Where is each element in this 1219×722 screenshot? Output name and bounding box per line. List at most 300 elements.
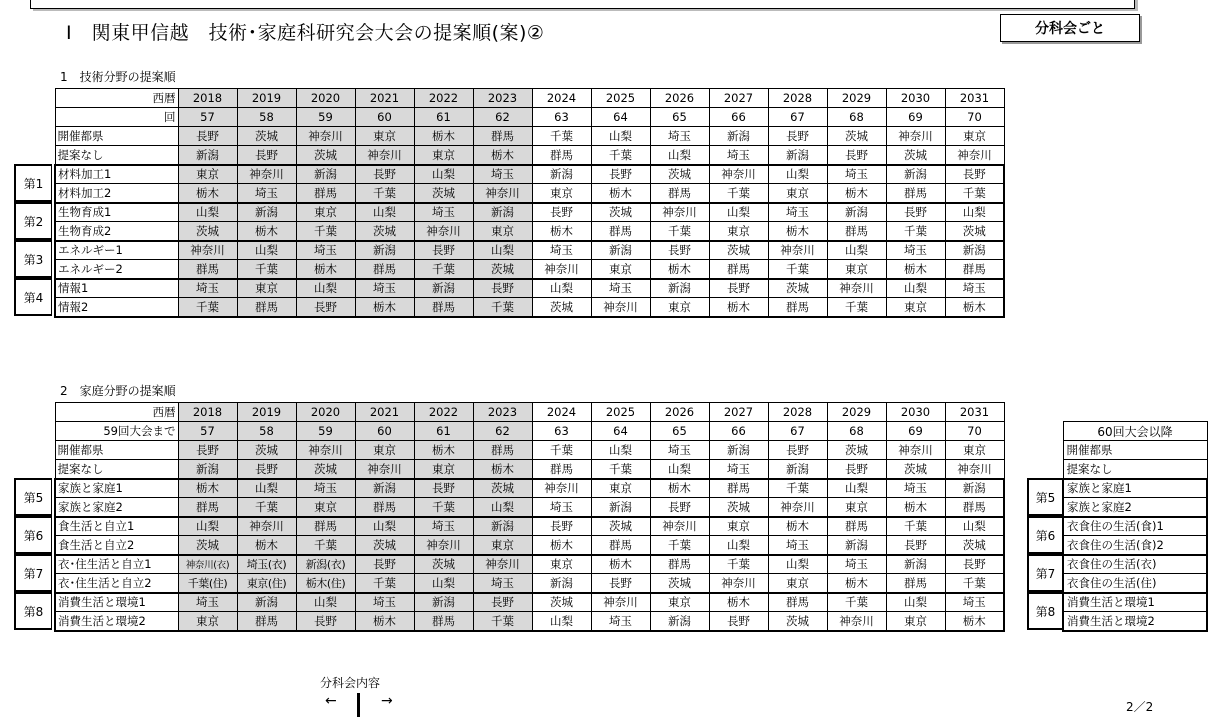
- table-cell: 千葉: [532, 127, 591, 146]
- table-cell: 東京: [709, 222, 768, 241]
- table-cell: 新潟(衣): [296, 555, 355, 574]
- row-label: エネルギー1: [55, 241, 178, 260]
- table-cell: 山梨: [709, 203, 768, 222]
- table-cell: 63: [532, 108, 591, 127]
- side-row-label: 衣食住の生活(住): [1063, 574, 1207, 593]
- table-cell: 群馬: [709, 260, 768, 279]
- table-cell: 2031: [945, 89, 1004, 108]
- group-label: 第1: [14, 164, 52, 202]
- table-cell: 神奈川: [591, 298, 650, 317]
- table-cell: 新潟: [296, 165, 355, 184]
- table-cell: 新潟: [237, 203, 296, 222]
- table-cell: 神奈川: [768, 241, 827, 260]
- table-cell: 茨城: [945, 222, 1004, 241]
- table-cell: 千葉: [237, 498, 296, 517]
- table-cell: 新潟: [532, 165, 591, 184]
- row-label: 生物育成2: [55, 222, 178, 241]
- side-row: [1063, 574, 1207, 593]
- table-cell: 山梨: [650, 146, 709, 165]
- home-economics-table: [54, 402, 1005, 632]
- table-cell: 新潟: [237, 593, 296, 612]
- table-cell: 長野: [827, 460, 886, 479]
- table-cell: 群馬: [237, 612, 296, 631]
- row-label: 西暦: [55, 89, 178, 108]
- table-cell: 東京: [591, 479, 650, 498]
- table-cell: 新潟: [414, 279, 473, 298]
- table-cell: 山梨: [827, 479, 886, 498]
- table-cell: 群馬: [178, 260, 237, 279]
- table-cell: 新潟: [178, 460, 237, 479]
- table-cell: 栃木: [827, 184, 886, 203]
- table-cell: 茨城: [709, 498, 768, 517]
- table-cell: 64: [591, 422, 650, 441]
- table-cell: 2025: [591, 89, 650, 108]
- group-2: [55, 517, 1004, 555]
- table-cell: 埼玉: [178, 593, 237, 612]
- table-cell: 千葉: [532, 441, 591, 460]
- table-cell: 東京(住): [237, 574, 296, 593]
- table-row: [55, 279, 1004, 298]
- table-cell: 東京: [591, 260, 650, 279]
- section-1-title: 1 技術分野の提案順: [60, 70, 176, 84]
- table-cell: 茨城: [473, 479, 532, 498]
- table-cell: 新潟: [709, 441, 768, 460]
- table-cell: 茨城: [768, 279, 827, 298]
- table-cell: 埼玉: [355, 593, 414, 612]
- table-cell: 茨城: [532, 298, 591, 317]
- table-cell: 群馬: [591, 536, 650, 555]
- table-cell: 埼玉: [886, 241, 945, 260]
- table-cell: 2022: [414, 89, 473, 108]
- table-cell: 長野: [768, 127, 827, 146]
- table-cell: 新潟: [768, 460, 827, 479]
- table-cell: 70: [945, 108, 1004, 127]
- group-label: 第2: [14, 202, 52, 240]
- table-cell: 埼玉: [886, 479, 945, 498]
- table-cell: 新潟: [473, 203, 532, 222]
- table-cell: 埼玉: [827, 555, 886, 574]
- table-cell: 栃木: [650, 479, 709, 498]
- table-cell: 神奈川: [296, 127, 355, 146]
- table-cell: 東京: [945, 441, 1004, 460]
- table-row: [55, 555, 1004, 574]
- table-cell: 東京: [768, 574, 827, 593]
- table-cell: 66: [709, 108, 768, 127]
- table-row: [55, 165, 1004, 184]
- table-cell: 栃木(住): [296, 574, 355, 593]
- table-cell: 山梨: [650, 460, 709, 479]
- table-cell: 2020: [296, 403, 355, 422]
- table-cell: 千葉(住): [178, 574, 237, 593]
- table-cell: 山梨: [414, 165, 473, 184]
- table-cell: 埼玉: [768, 536, 827, 555]
- table-cell: 茨城: [591, 203, 650, 222]
- table-cell: 千葉: [768, 479, 827, 498]
- table-cell: 2030: [886, 89, 945, 108]
- table-cell: 千葉: [945, 184, 1004, 203]
- table-cell: 栃木: [768, 517, 827, 536]
- table-cell: 長野: [296, 612, 355, 631]
- table-cell: 東京: [886, 298, 945, 317]
- table-cell: 長野: [827, 146, 886, 165]
- table-cell: 58: [237, 422, 296, 441]
- side-row-label: 消費生活と環境2: [1063, 612, 1207, 631]
- table-cell: 茨城: [532, 593, 591, 612]
- table-cell: 茨城: [945, 536, 1004, 555]
- table-cell: 群馬: [827, 222, 886, 241]
- table-cell: 神奈川: [886, 441, 945, 460]
- side-row: [1063, 479, 1207, 498]
- table-cell: 群馬: [650, 184, 709, 203]
- table-cell: 山梨: [473, 498, 532, 517]
- table-cell: 埼玉: [296, 241, 355, 260]
- row-label: 回: [55, 108, 178, 127]
- table-cell: 群馬: [355, 260, 414, 279]
- side-row: [1063, 593, 1207, 612]
- table-cell: 山梨: [237, 241, 296, 260]
- table-cell: 千葉: [296, 536, 355, 555]
- row-label: 家族と家庭1: [55, 479, 178, 498]
- table-cell: 埼玉: [650, 127, 709, 146]
- table-cell: 群馬: [355, 498, 414, 517]
- table-cell: 群馬: [768, 593, 827, 612]
- group-2: [55, 203, 1004, 241]
- table-cell: 栃木: [237, 536, 296, 555]
- table-cell: 茨城: [768, 612, 827, 631]
- table-cell: 山梨: [296, 279, 355, 298]
- table-cell: 埼玉: [178, 279, 237, 298]
- table-row: [55, 612, 1004, 631]
- table-cell: 68: [827, 422, 886, 441]
- table-cell: 東京: [827, 260, 886, 279]
- table-cell: 山梨: [945, 517, 1004, 536]
- side-row: [1063, 422, 1207, 441]
- row-label: 衣･住生活と自立2: [55, 574, 178, 593]
- row-label: 提案なし: [55, 460, 178, 479]
- table-cell: 新潟: [886, 555, 945, 574]
- table-cell: 埼玉: [945, 279, 1004, 298]
- table-cell: 群馬: [296, 517, 355, 536]
- no-proposal-row: [55, 146, 1004, 165]
- table-cell: 長野: [886, 536, 945, 555]
- table-cell: 茨城: [886, 460, 945, 479]
- table-cell: 栃木: [178, 479, 237, 498]
- side-group-8: [1063, 593, 1207, 631]
- table-cell: 茨城: [414, 555, 473, 574]
- no-proposal-row: [55, 460, 1004, 479]
- table-cell: 神奈川: [650, 203, 709, 222]
- table-cell: 神奈川: [827, 612, 886, 631]
- side-row: [1063, 441, 1207, 460]
- table-cell: 東京: [355, 127, 414, 146]
- group-1: [55, 479, 1004, 517]
- table-cell: 群馬: [650, 555, 709, 574]
- table-cell: 栃木: [296, 260, 355, 279]
- table-cell: 69: [886, 108, 945, 127]
- section-2-title: 2 家庭分野の提案順: [60, 384, 176, 398]
- table-cell: 群馬: [473, 441, 532, 460]
- table-cell: 千葉: [296, 222, 355, 241]
- table-cell: 2018: [178, 403, 237, 422]
- table-cell: 群馬: [532, 460, 591, 479]
- table-cell: 長野: [237, 460, 296, 479]
- table-cell: 山梨: [355, 203, 414, 222]
- group-label: 第5: [14, 478, 52, 516]
- table-cell: 茨城: [650, 574, 709, 593]
- table-cell: 群馬: [886, 184, 945, 203]
- table-cell: 61: [414, 422, 473, 441]
- side-header: 60回大会以降: [1063, 422, 1207, 441]
- table-cell: 千葉: [473, 298, 532, 317]
- group-label: 第3: [14, 240, 52, 278]
- side-group-label: 第6: [1027, 516, 1063, 554]
- arrow-right-icon: →: [381, 693, 393, 709]
- table-cell: 60: [355, 108, 414, 127]
- table-cell: 神奈川: [355, 460, 414, 479]
- table-cell: 千葉: [473, 612, 532, 631]
- table-cell: 57: [178, 422, 237, 441]
- table-cell: 長野: [709, 612, 768, 631]
- table-cell: 栃木: [945, 298, 1004, 317]
- table-cell: 新潟: [709, 127, 768, 146]
- table-cell: 東京: [414, 460, 473, 479]
- table-cell: 62: [473, 422, 532, 441]
- table-cell: 長野: [355, 165, 414, 184]
- table-cell: 山梨: [178, 203, 237, 222]
- table-cell: 長野: [473, 593, 532, 612]
- table-cell: 東京: [355, 441, 414, 460]
- table-cell: 山梨: [414, 574, 473, 593]
- table-cell: 2021: [355, 89, 414, 108]
- table-cell: 埼玉: [296, 479, 355, 498]
- table-cell: 長野: [886, 203, 945, 222]
- table-cell: 神奈川: [827, 279, 886, 298]
- table-cell: 2026: [650, 403, 709, 422]
- group-4: [55, 279, 1004, 317]
- table-cell: 新潟: [886, 165, 945, 184]
- table-cell: 栃木: [355, 298, 414, 317]
- table-cell: 茨城: [355, 222, 414, 241]
- table-cell: 2019: [237, 89, 296, 108]
- table-cell: 千葉: [709, 184, 768, 203]
- table-cell: 山梨: [355, 517, 414, 536]
- row-label: 家族と家庭2: [55, 498, 178, 517]
- round-row: [55, 108, 1004, 127]
- table-cell: 千葉: [827, 593, 886, 612]
- table-cell: 茨城: [178, 536, 237, 555]
- table-cell: 千葉: [945, 574, 1004, 593]
- table-cell: 山梨: [178, 517, 237, 536]
- table-cell: 群馬: [768, 298, 827, 317]
- table-cell: 新潟: [945, 479, 1004, 498]
- table-cell: 長野: [945, 165, 1004, 184]
- table-row: [55, 479, 1004, 498]
- table-cell: 埼玉: [414, 517, 473, 536]
- table-cell: 栃木: [591, 184, 650, 203]
- table-cell: 新潟: [178, 146, 237, 165]
- table-cell: 栃木: [473, 460, 532, 479]
- table-cell: 埼玉(衣): [237, 555, 296, 574]
- table-cell: 茨城: [296, 146, 355, 165]
- table-cell: 東京: [473, 536, 532, 555]
- table-cell: 神奈川: [414, 222, 473, 241]
- table-cell: 栃木: [178, 184, 237, 203]
- table-cell: 神奈川: [945, 460, 1004, 479]
- table-cell: 神奈川: [709, 574, 768, 593]
- table-cell: 埼玉: [709, 146, 768, 165]
- table-cell: 群馬: [886, 574, 945, 593]
- table-cell: 東京: [532, 555, 591, 574]
- table-cell: 千葉: [591, 460, 650, 479]
- table-cell: 栃木: [532, 536, 591, 555]
- group-label: 第8: [14, 592, 52, 630]
- table-cell: 新潟: [650, 279, 709, 298]
- table-cell: 58: [237, 108, 296, 127]
- table-cell: 2027: [709, 403, 768, 422]
- table-cell: 千葉: [650, 222, 709, 241]
- table-cell: 栃木: [945, 612, 1004, 631]
- table-cell: 埼玉: [532, 241, 591, 260]
- table-cell: 東京: [650, 593, 709, 612]
- side-row-label: 衣食住の生活(食)2: [1063, 536, 1207, 555]
- table-cell: 東京: [296, 498, 355, 517]
- table-cell: 栃木: [414, 127, 473, 146]
- side-row: [1063, 460, 1207, 479]
- table-cell: 長野: [650, 241, 709, 260]
- table-cell: 67: [768, 108, 827, 127]
- table-cell: 茨城: [414, 184, 473, 203]
- table-cell: 2026: [650, 89, 709, 108]
- group-3: [55, 555, 1004, 593]
- table-cell: 2023: [473, 89, 532, 108]
- row-label: 情報2: [55, 298, 178, 317]
- table-cell: 茨城: [591, 517, 650, 536]
- table-cell: 山梨: [473, 241, 532, 260]
- table-cell: 神奈川(衣): [178, 555, 237, 574]
- table-cell: 千葉: [709, 555, 768, 574]
- side-row: [1063, 536, 1207, 555]
- host-row: [55, 127, 1004, 146]
- table-cell: 長野: [414, 241, 473, 260]
- table-cell: 長野: [532, 517, 591, 536]
- table-cell: 長野: [768, 441, 827, 460]
- table-cell: 埼玉: [945, 593, 1004, 612]
- table-cell: 神奈川: [473, 555, 532, 574]
- table-cell: 東京: [178, 612, 237, 631]
- table-cell: 長野: [532, 203, 591, 222]
- table-cell: 長野: [296, 298, 355, 317]
- table-cell: 栃木: [886, 498, 945, 517]
- side-no-proposal-label: 提案なし: [1063, 460, 1207, 479]
- table-cell: 神奈川: [650, 517, 709, 536]
- table-cell: 千葉: [178, 298, 237, 317]
- table-cell: 2028: [768, 89, 827, 108]
- table-cell: 69: [886, 422, 945, 441]
- table-cell: 70: [945, 422, 1004, 441]
- table-cell: 山梨: [532, 612, 591, 631]
- table-cell: 神奈川: [886, 127, 945, 146]
- table-cell: 62: [473, 108, 532, 127]
- table-cell: 新潟: [414, 593, 473, 612]
- table-cell: 山梨: [768, 555, 827, 574]
- table-cell: 57: [178, 108, 237, 127]
- side-group-5: [1063, 479, 1207, 517]
- table-cell: 埼玉: [414, 203, 473, 222]
- table-cell: 栃木: [709, 298, 768, 317]
- table-cell: 長野: [650, 498, 709, 517]
- row-label: 生物育成1: [55, 203, 178, 222]
- group-4: [55, 593, 1004, 631]
- table-cell: 群馬: [532, 146, 591, 165]
- table-cell: 千葉: [355, 184, 414, 203]
- table-cell: 栃木: [473, 146, 532, 165]
- table-cell: 茨城: [827, 127, 886, 146]
- table-cell: 神奈川: [237, 165, 296, 184]
- table-cell: 栃木: [886, 260, 945, 279]
- table-row: [55, 260, 1004, 279]
- group-3: [55, 241, 1004, 279]
- table-cell: 長野: [178, 441, 237, 460]
- table-cell: 群馬: [945, 260, 1004, 279]
- table-row: [55, 184, 1004, 203]
- table-cell: 神奈川: [591, 593, 650, 612]
- table-cell: 栃木: [414, 441, 473, 460]
- table-cell: 新潟: [355, 241, 414, 260]
- table-cell: 神奈川: [414, 536, 473, 555]
- table-cell: 千葉: [414, 260, 473, 279]
- page-title: Ⅰ 関東甲信越 技術･家庭科研究会大会の提案順(案)②: [66, 22, 545, 44]
- table-cell: 65: [650, 422, 709, 441]
- table-cell: 東京: [414, 146, 473, 165]
- table-cell: 山梨: [532, 279, 591, 298]
- side-group-label: 第8: [1027, 592, 1063, 630]
- row-label: 西暦: [55, 403, 178, 422]
- side-row-label: 家族と家庭2: [1063, 498, 1207, 517]
- side-group-7: [1063, 555, 1207, 593]
- table-row: [55, 222, 1004, 241]
- host-row: [55, 441, 1004, 460]
- table-cell: 東京: [827, 498, 886, 517]
- table-cell: 群馬: [473, 127, 532, 146]
- table-cell: 山梨: [945, 203, 1004, 222]
- table-cell: 68: [827, 108, 886, 127]
- table-cell: 神奈川: [178, 241, 237, 260]
- table-cell: 栃木: [650, 260, 709, 279]
- side-row-label: 衣食住の生活(衣): [1063, 555, 1207, 574]
- row-label: 材料加工2: [55, 184, 178, 203]
- table-row: [55, 241, 1004, 260]
- table-cell: 茨城: [886, 146, 945, 165]
- table-cell: 東京: [532, 184, 591, 203]
- row-label: 食生活と自立2: [55, 536, 178, 555]
- table-cell: 千葉: [237, 260, 296, 279]
- table-cell: 埼玉: [532, 498, 591, 517]
- table-cell: 千葉: [768, 260, 827, 279]
- row-label: 情報1: [55, 279, 178, 298]
- row-label: 材料加工1: [55, 165, 178, 184]
- table-cell: 埼玉: [473, 574, 532, 593]
- table-cell: 栃木: [768, 222, 827, 241]
- table-cell: 神奈川: [709, 165, 768, 184]
- table-cell: 千葉: [827, 298, 886, 317]
- table-cell: 東京: [178, 165, 237, 184]
- table-cell: 長野: [945, 555, 1004, 574]
- table-cell: 千葉: [414, 498, 473, 517]
- table-cell: 2030: [886, 403, 945, 422]
- group-label: 第7: [14, 554, 52, 592]
- table-cell: 埼玉: [768, 203, 827, 222]
- technology-table: [54, 88, 1005, 318]
